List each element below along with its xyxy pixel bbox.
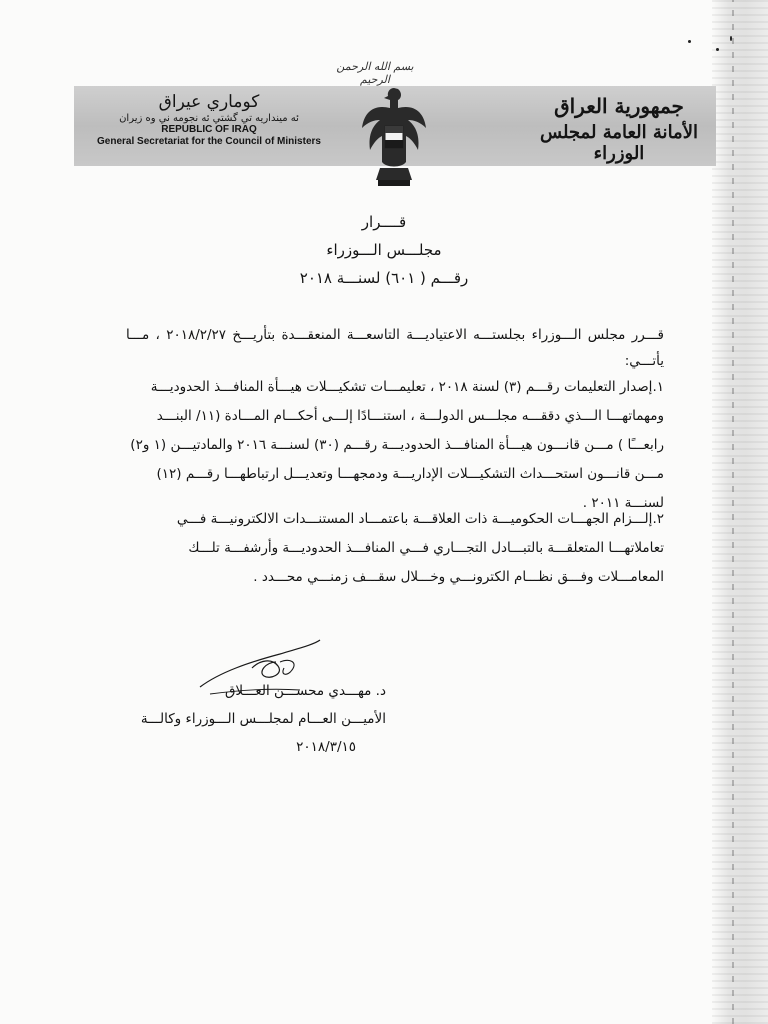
scanner-edge-artifact: [712, 0, 768, 1024]
item-text: إصدار التعليمات رقـــم (٣) لسنة ٢٠١٨ ، تعليمـــات تشكيـــلات هيـــأة المنافـــذ الحدوديـــة ومهماتهـــا الـــذي دققـــه مجلـــس الدولـــة ، استنـــادًا إلـــى أحكـــام المـــادة (١١/ البنـــد رابعـــًا ) مـــن قانـــون هيـــأة المنافـــذ الحدوديـــة رقـــم (٣٠) لسنـــة ٢٠١٦ والمادتيـــن (١ و٢) مـــن قانـــون استحـــداث التشكيـــلات الإداريـــة ودمجهـــا وتعديـــل ارتباطهـــا رقـــم (١٢) لسنـــة ٢٠١١ .: [130, 379, 664, 511]
decision-number: رقـــم ( ٦٠١) لسنـــة ٢٠١٨: [299, 269, 469, 287]
signatory-title: الأميـــن العـــام لمجلـــس الـــوزراء وكالـــة: [140, 711, 386, 727]
intro-paragraph: قـــرر مجلس الـــوزراء بجلستـــه الاعتياديـــة التاسعـــة المنعقـــدة بتأريـــخ ٢٠١٨/٢/٢٧ ، مـــا يأتـــي:: [126, 327, 664, 369]
scan-speck: [688, 40, 691, 43]
item-number: ١.: [652, 379, 664, 395]
arabic-secretariat: الأمانة العامة لمجلس الوزراء: [540, 122, 698, 164]
english-republic: REPUBLIC OF IRAQ: [161, 124, 257, 135]
signature-date: ٢٠١٨/٣/١٥: [296, 739, 356, 755]
letterhead-right: [534, 94, 704, 164]
scan-speck: [716, 48, 719, 51]
list-item: [126, 505, 664, 592]
decision-heading: قــــرار: [361, 213, 407, 231]
signatory-name: د. مهـــدي محســـن العـــلاق: [224, 683, 386, 699]
letterhead-left: [84, 92, 334, 148]
scan-speck: [730, 36, 732, 41]
english-secretariat: General Secretariat for the Council of Ministers: [97, 136, 321, 147]
item-text: إلـــزام الجهـــات الحكوميـــة ذات العلاقـــة باعتمـــاد المستنـــدات الالكترونيـــة فـــي تعاملاتهـــا المتعلقـــة بالتبـــادل التجـــاري فـــي المنافـــذ الحدوديـــة وأرشفـــة تلـــك المعامـــلات وفـــق نظـــام الكترونـــي وخـــلال سقـــف زمنـــي محـــدد .: [176, 511, 664, 585]
letterhead-banner: [74, 86, 716, 166]
basmala: بسم الله الرحمن الرحيم: [336, 60, 414, 86]
kurdish-title: كوماري عيراق: [158, 92, 260, 112]
kurdish-subtitle: ئه مينداريه تي گشتي ئه نجومه ني وه زيران: [119, 113, 299, 124]
council-heading: مجلـــس الـــوزراء: [326, 241, 442, 259]
iraq-eagle-emblem-icon: [354, 82, 434, 192]
signatory-block: [126, 680, 386, 760]
list-item: [126, 373, 664, 518]
arabic-republic: جمهورية العراق: [554, 94, 684, 118]
item-number: ٢.: [652, 511, 664, 527]
